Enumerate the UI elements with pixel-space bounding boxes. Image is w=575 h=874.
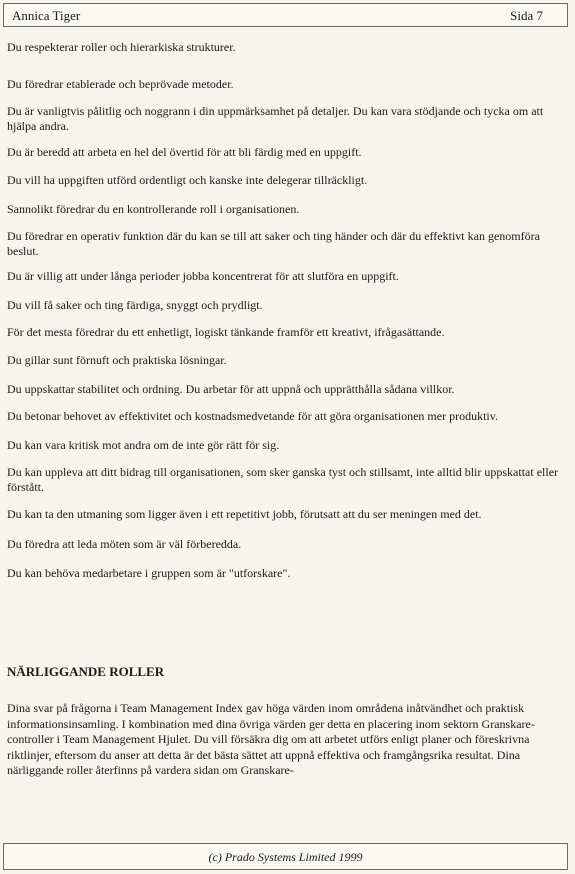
statement: Du kan vara kritisk mot andra om de inte gör rätt för sig. bbox=[7, 438, 280, 452]
statement: Du vill få saker och ting färdiga, snyggt och prydligt. bbox=[7, 298, 263, 312]
statement: Du vill ha uppgiften utförd ordentligt och kanske inte delegerar tillräckligt. bbox=[7, 173, 368, 187]
statement-list bbox=[7, 40, 562, 581]
statement: Du kan behöva medarbetare i gruppen som är "utforskare". bbox=[7, 566, 291, 580]
statement: Du respekterar roller och hierarkiska strukturer. bbox=[7, 40, 236, 54]
statement: Du föredra att leda möten som är väl förberedda. bbox=[7, 537, 242, 551]
statement: Du föredrar en operativ funktion där du kan se till att saker och ting händer och där du effektivt kan genomföra beslut. bbox=[7, 229, 540, 258]
statement: Du kan uppleva att ditt bidrag till organisationen, som sker ganska tyst och stillsamt, inte alltid blir uppskattat eller förstått. bbox=[7, 465, 559, 494]
statement: Du föredrar etablerade och beprövade metoder. bbox=[7, 77, 234, 91]
statement: Du är villig att under långa perioder jobba koncentrerat för att slutföra en uppgift. bbox=[7, 269, 399, 283]
statement: Du är beredd att arbeta en hel del övertid för att bli färdig med en uppgift. bbox=[7, 145, 362, 159]
statement: Du uppskattar stabilitet och ordning. Du arbetar för att uppnå och upprätthålla sådana villkor. bbox=[7, 382, 455, 396]
statement: Du är vanligtvis pålitlig och noggrann i din uppmärksamhet på detaljer. Du kan vara stödjande och tycka om att hjälpa andra. bbox=[7, 104, 544, 133]
statement: För det mesta föredrar du ett enhetligt, logiskt tänkande framför ett kreativt, ifrågasättande. bbox=[7, 325, 445, 339]
statement: Du gillar sunt förnuft och praktiska lösningar. bbox=[7, 353, 227, 367]
page-header bbox=[3, 3, 568, 27]
section-heading: NÄRLIGGANDE ROLLER bbox=[7, 664, 165, 679]
copyright-text: (c) Prado Systems Limited 1999 bbox=[208, 850, 363, 864]
person-name: Annica Tiger bbox=[12, 8, 81, 23]
statement: Sannolikt föredrar du en kontrollerande roll i organisationen. bbox=[7, 202, 300, 216]
statement: Du betonar behovet av effektivitet och kostnadsmedvetande för att göra organisationen mer produktiv. bbox=[7, 409, 498, 423]
page-footer bbox=[3, 843, 568, 870]
section-paragraph: Dina svar på frågorna i Team Management Index gav höga värden inom områdena inåtvändhet och praktisk informationsinsamling. I kombination med dina övriga värden ger detta en placering inom sektorn Granskare-controller i Team Management Hjulet. Du vill försäkra dig om att arbetet utförs enligt planer och föreskrivna riktlinjer, eftersom du anser att detta är det bästa sättet att uppnå effektiva och framgångsrika resultat. Dina närliggande roller återfinns på vardera sidan om Granskare- bbox=[7, 701, 535, 777]
page-number: Sida 7 bbox=[510, 8, 543, 23]
statement: Du kan ta den utmaning som ligger även i ett repetitivt jobb, förutsatt att du ser meningen med det. bbox=[7, 507, 482, 521]
